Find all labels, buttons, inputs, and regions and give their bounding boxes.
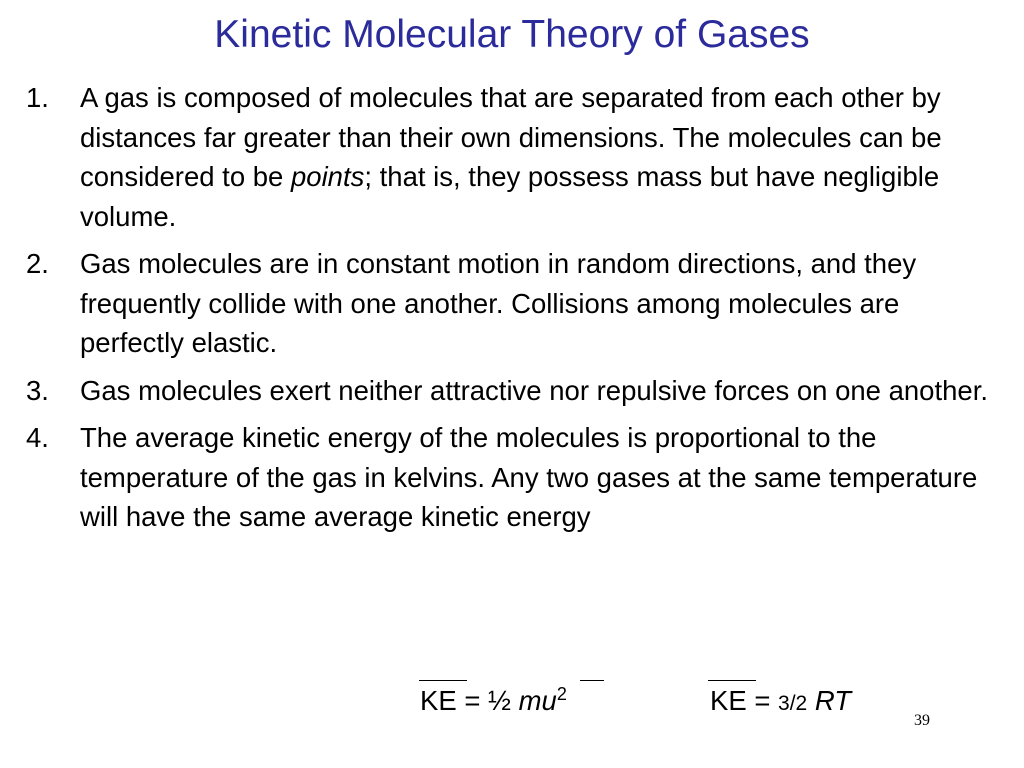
slide-title: Kinetic Molecular Theory of Gases <box>214 13 810 56</box>
ke-average-bar-1 <box>419 680 467 681</box>
point-text: The average kinetic energy of the molecules is proportional to the temperature of the gas in kelvins. Any two gases at the same temperature will have the same average kinetic energy <box>80 422 978 532</box>
kinetic-energy-formula <box>420 683 567 719</box>
theory-points-list <box>26 78 996 545</box>
point-number: 1. <box>26 82 49 113</box>
theory-point-4 <box>26 418 996 537</box>
equals-sign: = <box>746 685 779 716</box>
theory-point-3 <box>26 371 996 411</box>
ke-average-bar-2 <box>708 680 756 681</box>
point-text: Gas molecules exert neither attractive nor repulsive forces on one another. <box>80 374 988 406</box>
point-text: Gas molecules are in constant motion in random directions, and they frequently collide with one another. Collisions among molecules are perfectly elastic. <box>80 248 917 358</box>
three-halves-coefficient: 3/2 <box>778 692 808 715</box>
exponent: 2 <box>556 684 567 704</box>
rt-variables: RT <box>814 685 852 716</box>
point-emphasis: points <box>290 161 365 192</box>
ke-symbol: KE <box>420 685 457 716</box>
point-number: 3. <box>26 374 49 406</box>
mass-variable: m <box>518 685 542 716</box>
kinetic-energy-temperature-formula <box>710 683 851 722</box>
half-coefficient: ½ <box>488 685 511 716</box>
point-number: 2. <box>26 248 49 279</box>
point-number: 4. <box>26 422 49 453</box>
equals-sign: = <box>456 685 489 716</box>
page-number: 39 <box>914 712 930 729</box>
point-text-continued: ; that is, they possess mass but have negligible volume. <box>80 161 940 232</box>
point-text: A gas is composed of molecules that are separated from each other by distances far greater than their own dimensions. The molecules can be considered to be <box>80 82 942 192</box>
theory-point-1 <box>26 78 996 236</box>
ke-symbol: KE <box>710 685 747 716</box>
theory-point-2 <box>26 244 996 363</box>
u-squared-average-bar <box>580 680 604 681</box>
speed-variable: u <box>541 685 557 716</box>
